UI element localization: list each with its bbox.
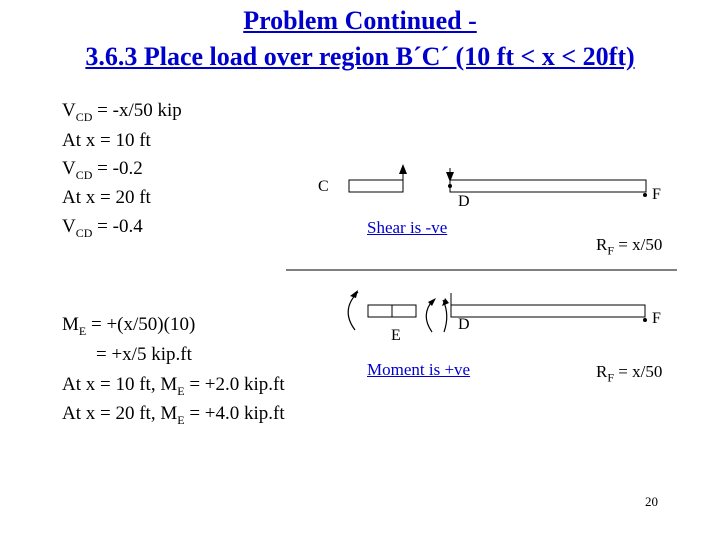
moment-caption: Moment is +ve xyxy=(367,360,471,379)
shear-point-d xyxy=(448,184,452,188)
me-at-20: At x = 20 ft, $M_E = +4.0$ kip.ft xyxy=(62,403,285,427)
at-x20-shear: At x = 20 ft xyxy=(62,187,151,208)
at-x10-shear: At x = 10 ft xyxy=(62,130,151,151)
page-number: 20 xyxy=(645,494,658,509)
shear-left-segment xyxy=(349,180,403,192)
slide-title-line2: 3.6.3 Place load over region B´C´ (10 ft < x < 20ft) xyxy=(85,42,635,71)
shear-label-f: F xyxy=(652,186,661,203)
moment-support-f xyxy=(643,318,647,322)
moment-label-f: F xyxy=(652,310,661,327)
moment-left-curve xyxy=(348,292,358,330)
me-formula: $M_E = +(x/50)(10)$ xyxy=(62,314,196,338)
shear-label-c: C xyxy=(318,178,329,195)
me-simplified: = +x/5 kip.ft xyxy=(96,344,192,365)
moment-right-segment xyxy=(451,305,645,317)
shear-left-arrow-head xyxy=(399,164,407,174)
shear-support-f xyxy=(643,193,647,197)
vcd-at-20: $V_{CD} = -0.4$ xyxy=(62,216,143,240)
moment-label-d: D xyxy=(458,316,470,333)
me-at-10: At x = 10 ft, $M_E = +2.0$ kip.ft xyxy=(62,374,285,398)
vcd-formula: $V_{CD} = -x/50$ kip xyxy=(62,100,182,124)
shear-caption: Shear is -ve xyxy=(367,218,448,237)
shear-label-d: D xyxy=(458,193,470,210)
moment-left-arrowhead xyxy=(350,290,358,298)
vcd-at-10: $V_{CD} = -0.2$ xyxy=(62,158,143,182)
shear-right-segment xyxy=(450,180,646,192)
moment-label-e: E xyxy=(391,327,401,344)
moment-reaction: $R_F = x/50$ xyxy=(596,362,663,385)
shear-reaction: $R_F = x/50$ xyxy=(596,235,663,258)
slide-title-line1: Problem Continued - xyxy=(243,6,477,35)
